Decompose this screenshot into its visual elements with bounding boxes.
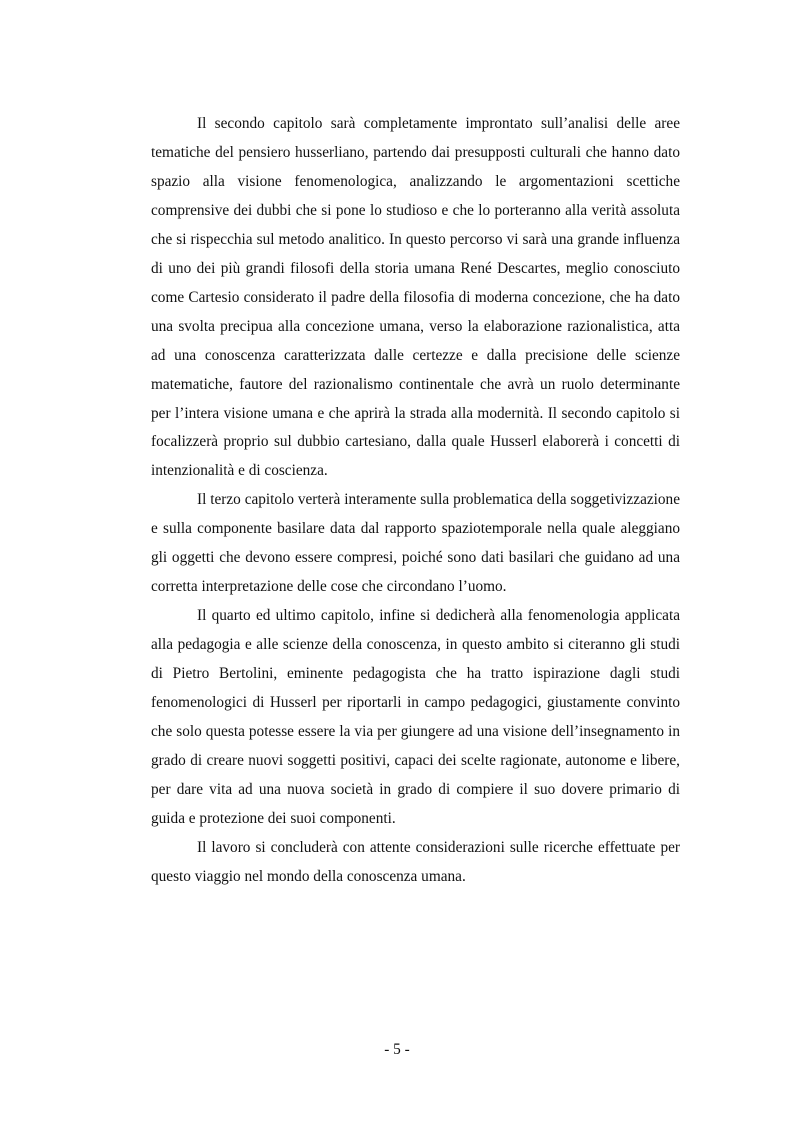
paragraph-conclusion: Il lavoro si concluderà con attente considerazioni sulle ricerche effettuate per questo viaggio nel mondo della conoscenza umana.: [151, 838, 680, 885]
page-number: - 5 -: [384, 1041, 410, 1058]
paragraph-third-chapter: Il terzo capitolo verterà interamente sulla problematica della soggetivizzazione e sulla componente basilare data dal rapporto spaziotemporale nella quale aleggiano gli oggetti che devono essere compresi, poiché sono dati basilari che guidano ad una corretta interpretazione delle cose che circondano l’uomo.: [151, 491, 680, 596]
paragraph-fourth-chapter: Il quarto ed ultimo capitolo, infine si dedicherà alla fenomenologia applicata alla pedagogia e alle scienze della conoscenza, in questo ambito si citeranno gli studi di Pietro Bertolini, eminente pedagogista che ha tratto ispirazione dagli studi fenomenologici di Husserl per riportarli in campo pedagogici, giustamente convinto che solo questa potesse essere la via per giungere ad una visione dell’insegnamento in grado di creare nuovi soggetti positivi, capaci dei scelte ragionate, autonome e libere, per dare vita ad una nuova società in grado di compiere il suo dovere primario di guida e protezione dei suoi componenti.: [151, 607, 680, 827]
body-text: [151, 110, 680, 892]
paragraph-second-chapter: Il secondo capitolo sarà completamente improntato sull’analisi delle aree tematiche del pensiero husserliano, partendo dai presupposti culturali che hanno dato spazio alla visione fenomenologica, analizzando le argomentazioni scettiche comprensive dei dubbi che si pone lo studioso e che lo porteranno alla verità assoluta che si rispecchia sul metodo analitico. In questo percorso vi sarà una grande influenza di uno dei più grandi filosofi della storia umana René Descartes, meglio conosciuto come Cartesio considerato il padre della filosofia di moderna concezione, che ha dato una svolta precipua alla concezione umana, verso la elaborazione razionalistica, atta ad una conoscenza caratterizzata dalle certezze e dalla precisione delle scienze matematiche, fautore del razionalismo continentale che avrà un ruolo determinante per l’intera visione umana e che aprirà la strada alla modernità. Il secondo capitolo si focalizzerà proprio sul dubbio cartesiano, dalla quale Husserl elaborerà i concetti di intenzionalità e di coscienza.: [151, 115, 680, 480]
